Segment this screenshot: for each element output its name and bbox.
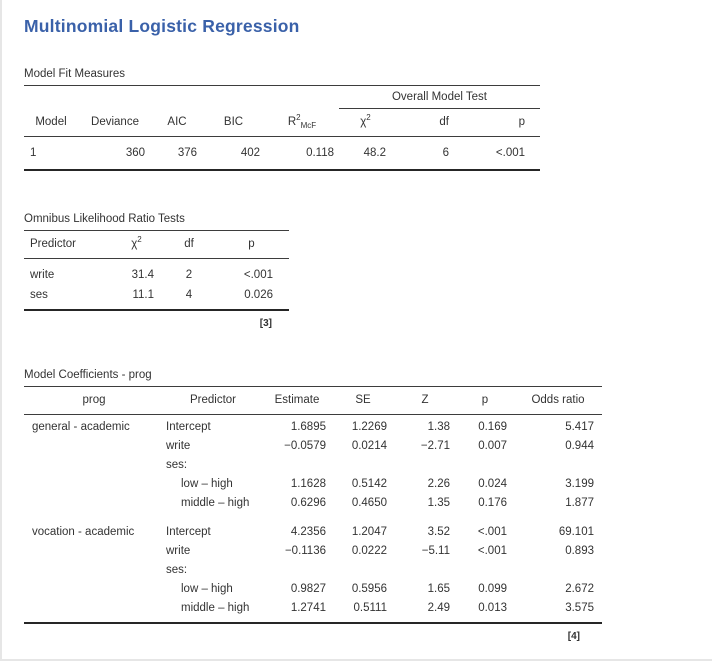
- prog-cell: [24, 542, 164, 561]
- p-cell: 0.169: [478, 421, 507, 433]
- se-cell: 1.2047: [351, 526, 387, 538]
- coefficients-section: [24, 368, 712, 643]
- p-cell: <.001: [477, 545, 507, 557]
- odds-ratio-cell: 0.944: [565, 440, 594, 452]
- predictor-cell: Intercept: [166, 421, 211, 433]
- predictor-cell: middle – high: [181, 602, 250, 614]
- header-row: [24, 387, 602, 415]
- col-header-chisq: $\chi^2$: [109, 231, 164, 259]
- estimate-cell: 1.2741: [290, 602, 326, 614]
- omnibus-table[interactable]: [24, 230, 289, 311]
- odds-ratio-cell: 1.877: [565, 497, 594, 509]
- z-cell: −5.11: [421, 545, 450, 557]
- prog-cell: [24, 456, 164, 475]
- estimate-cell: −0.1136: [284, 545, 326, 557]
- z-cell: −2.71: [420, 440, 450, 452]
- p-cell: 0.024: [478, 478, 507, 490]
- omnibus-row: [24, 285, 289, 310]
- r2-cell: 0.118: [306, 147, 334, 159]
- df-cell: 4: [185, 289, 193, 301]
- col-header-z: Z: [394, 387, 456, 415]
- z-cell: [394, 561, 456, 580]
- col-header-df: df: [392, 109, 457, 137]
- odds-ratio-cell: 3.199: [565, 478, 594, 490]
- predictor-cell: ses: [30, 289, 48, 301]
- col-header-bic: BIC: [202, 109, 265, 137]
- col-header-prog: prog: [24, 387, 164, 415]
- odds-ratio-cell: 5.417: [565, 421, 594, 433]
- results-content: [2, 0, 712, 643]
- spanner-blank: [24, 86, 339, 109]
- col-header-aic: AIC: [152, 109, 202, 137]
- estimate-cell: 1.6895: [290, 421, 326, 433]
- coef-row: [24, 494, 602, 513]
- coef-row: [24, 475, 602, 494]
- header-row: [24, 231, 289, 259]
- predictor-cell: write: [30, 269, 55, 281]
- coef-row: [24, 561, 602, 580]
- p-cell: 0.013: [478, 602, 507, 614]
- col-header-p: p: [214, 231, 289, 259]
- estimate-cell: 0.9827: [290, 583, 326, 595]
- p-cell: <.001: [243, 269, 273, 281]
- z-cell: 2.49: [427, 602, 450, 614]
- prog-cell: [24, 494, 164, 513]
- predictor-cell: write: [166, 545, 191, 557]
- coef-row: [24, 415, 602, 438]
- predictor-cell: low – high: [181, 478, 233, 490]
- model-fit-section: [24, 67, 712, 171]
- prog-cell: [24, 580, 164, 599]
- p-cell: [456, 561, 514, 580]
- coef-row: [24, 542, 602, 561]
- p-cell: <.001: [495, 147, 526, 159]
- footnote-4: [4]: [567, 631, 580, 642]
- model-fit-table[interactable]: [24, 85, 540, 171]
- coef-row: [24, 599, 602, 623]
- estimate-cell: −0.0579: [284, 440, 326, 452]
- odds-ratio-cell: 3.575: [565, 602, 594, 614]
- predictor-cell: Intercept: [166, 526, 211, 538]
- model-fit-row: [24, 137, 540, 171]
- predictor-cell: write: [166, 440, 191, 452]
- omnibus-caption: Omnibus Likelihood Ratio Tests: [24, 213, 185, 225]
- prog-cell: vocation - academic: [32, 526, 135, 538]
- estimate-cell: 4.2356: [290, 526, 326, 538]
- estimate-cell: 0.6296: [290, 497, 326, 509]
- col-header-model: Model: [24, 109, 78, 137]
- se-cell: 0.0214: [351, 440, 387, 452]
- se-cell: 0.4650: [351, 497, 387, 509]
- col-header-predictor: Predictor: [164, 387, 262, 415]
- col-header-se: SE: [332, 387, 394, 415]
- chisq-cell: 48.2: [363, 147, 386, 159]
- z-cell: 1.65: [427, 583, 450, 595]
- se-cell: 0.5956: [351, 583, 387, 595]
- header-row: [24, 109, 540, 137]
- coef-row: [24, 437, 602, 456]
- prog-cell: [24, 599, 164, 623]
- se-cell: 0.0222: [351, 545, 387, 557]
- odds-ratio-cell: [514, 561, 602, 580]
- odds-ratio-cell: 0.893: [565, 545, 594, 557]
- p-cell: 0.026: [244, 289, 273, 301]
- col-header-df: df: [164, 231, 214, 259]
- predictor-cell: low – high: [181, 583, 233, 595]
- se-cell: [332, 561, 394, 580]
- se-cell: 0.5111: [353, 602, 387, 614]
- df-cell: 6: [442, 147, 449, 159]
- analysis-title[interactable]: Multinomial Logistic Regression: [24, 16, 300, 36]
- chisq-cell: 31.4: [131, 269, 154, 281]
- z-cell: 3.52: [427, 526, 450, 538]
- col-header-chisq: $\chi^2$: [339, 109, 392, 137]
- z-cell: 1.35: [427, 497, 450, 509]
- se-cell: 1.2269: [351, 421, 387, 433]
- omnibus-row: [24, 259, 289, 286]
- estimate-cell: [262, 456, 332, 475]
- model-cell: 1: [30, 147, 37, 159]
- col-header-odds-ratio: Odds ratio: [514, 387, 602, 415]
- col-header-predictor: Predictor: [24, 231, 109, 259]
- predictor-cell: middle – high: [181, 497, 250, 509]
- odds-ratio-cell: 69.101: [558, 526, 594, 538]
- col-header-p: p: [456, 387, 514, 415]
- p-cell: 0.099: [478, 583, 507, 595]
- z-cell: [394, 456, 456, 475]
- col-header-deviance: Deviance: [78, 109, 152, 137]
- footnote-3: [3]: [259, 318, 272, 329]
- spanner-row: [24, 86, 540, 109]
- p-cell: 0.007: [478, 440, 507, 452]
- deviance-cell: 360: [125, 147, 145, 159]
- coef-row: [24, 580, 602, 599]
- col-header-r2-mcfadden: $R^2_{McF}$: [265, 109, 339, 137]
- estimate-cell: [262, 561, 332, 580]
- se-cell: 0.5142: [351, 478, 387, 490]
- se-cell: [332, 456, 394, 475]
- aic-cell: 376: [177, 147, 197, 159]
- df-cell: 2: [185, 269, 193, 281]
- coefficients-table[interactable]: [24, 386, 602, 624]
- chisq-cell: 11.1: [132, 289, 154, 301]
- odds-ratio-cell: 2.672: [565, 583, 594, 595]
- predictor-cell: ses:: [166, 459, 188, 471]
- z-cell: 1.38: [427, 421, 450, 433]
- prog-cell: [24, 437, 164, 456]
- z-cell: 2.26: [427, 478, 450, 490]
- prog-cell: [24, 475, 164, 494]
- predictor-cell: ses:: [166, 564, 188, 576]
- p-cell: <.001: [477, 526, 507, 538]
- spanner-overall-model-test: Overall Model Test: [339, 86, 540, 109]
- odds-ratio-cell: [514, 456, 602, 475]
- prog-cell: general - academic: [32, 421, 130, 433]
- estimate-cell: 1.1628: [290, 478, 326, 490]
- col-header-estimate: Estimate: [262, 387, 332, 415]
- coef-row: [24, 513, 602, 542]
- model-fit-caption: Model Fit Measures: [24, 68, 125, 80]
- omnibus-section: [24, 212, 712, 330]
- col-header-p: p: [457, 109, 540, 137]
- prog-cell: [24, 561, 164, 580]
- bic-cell: 402: [240, 147, 260, 159]
- coefficients-caption: Model Coefficients - prog: [24, 369, 152, 381]
- p-cell: [456, 456, 514, 475]
- p-cell: 0.176: [478, 497, 507, 509]
- coef-row: [24, 456, 602, 475]
